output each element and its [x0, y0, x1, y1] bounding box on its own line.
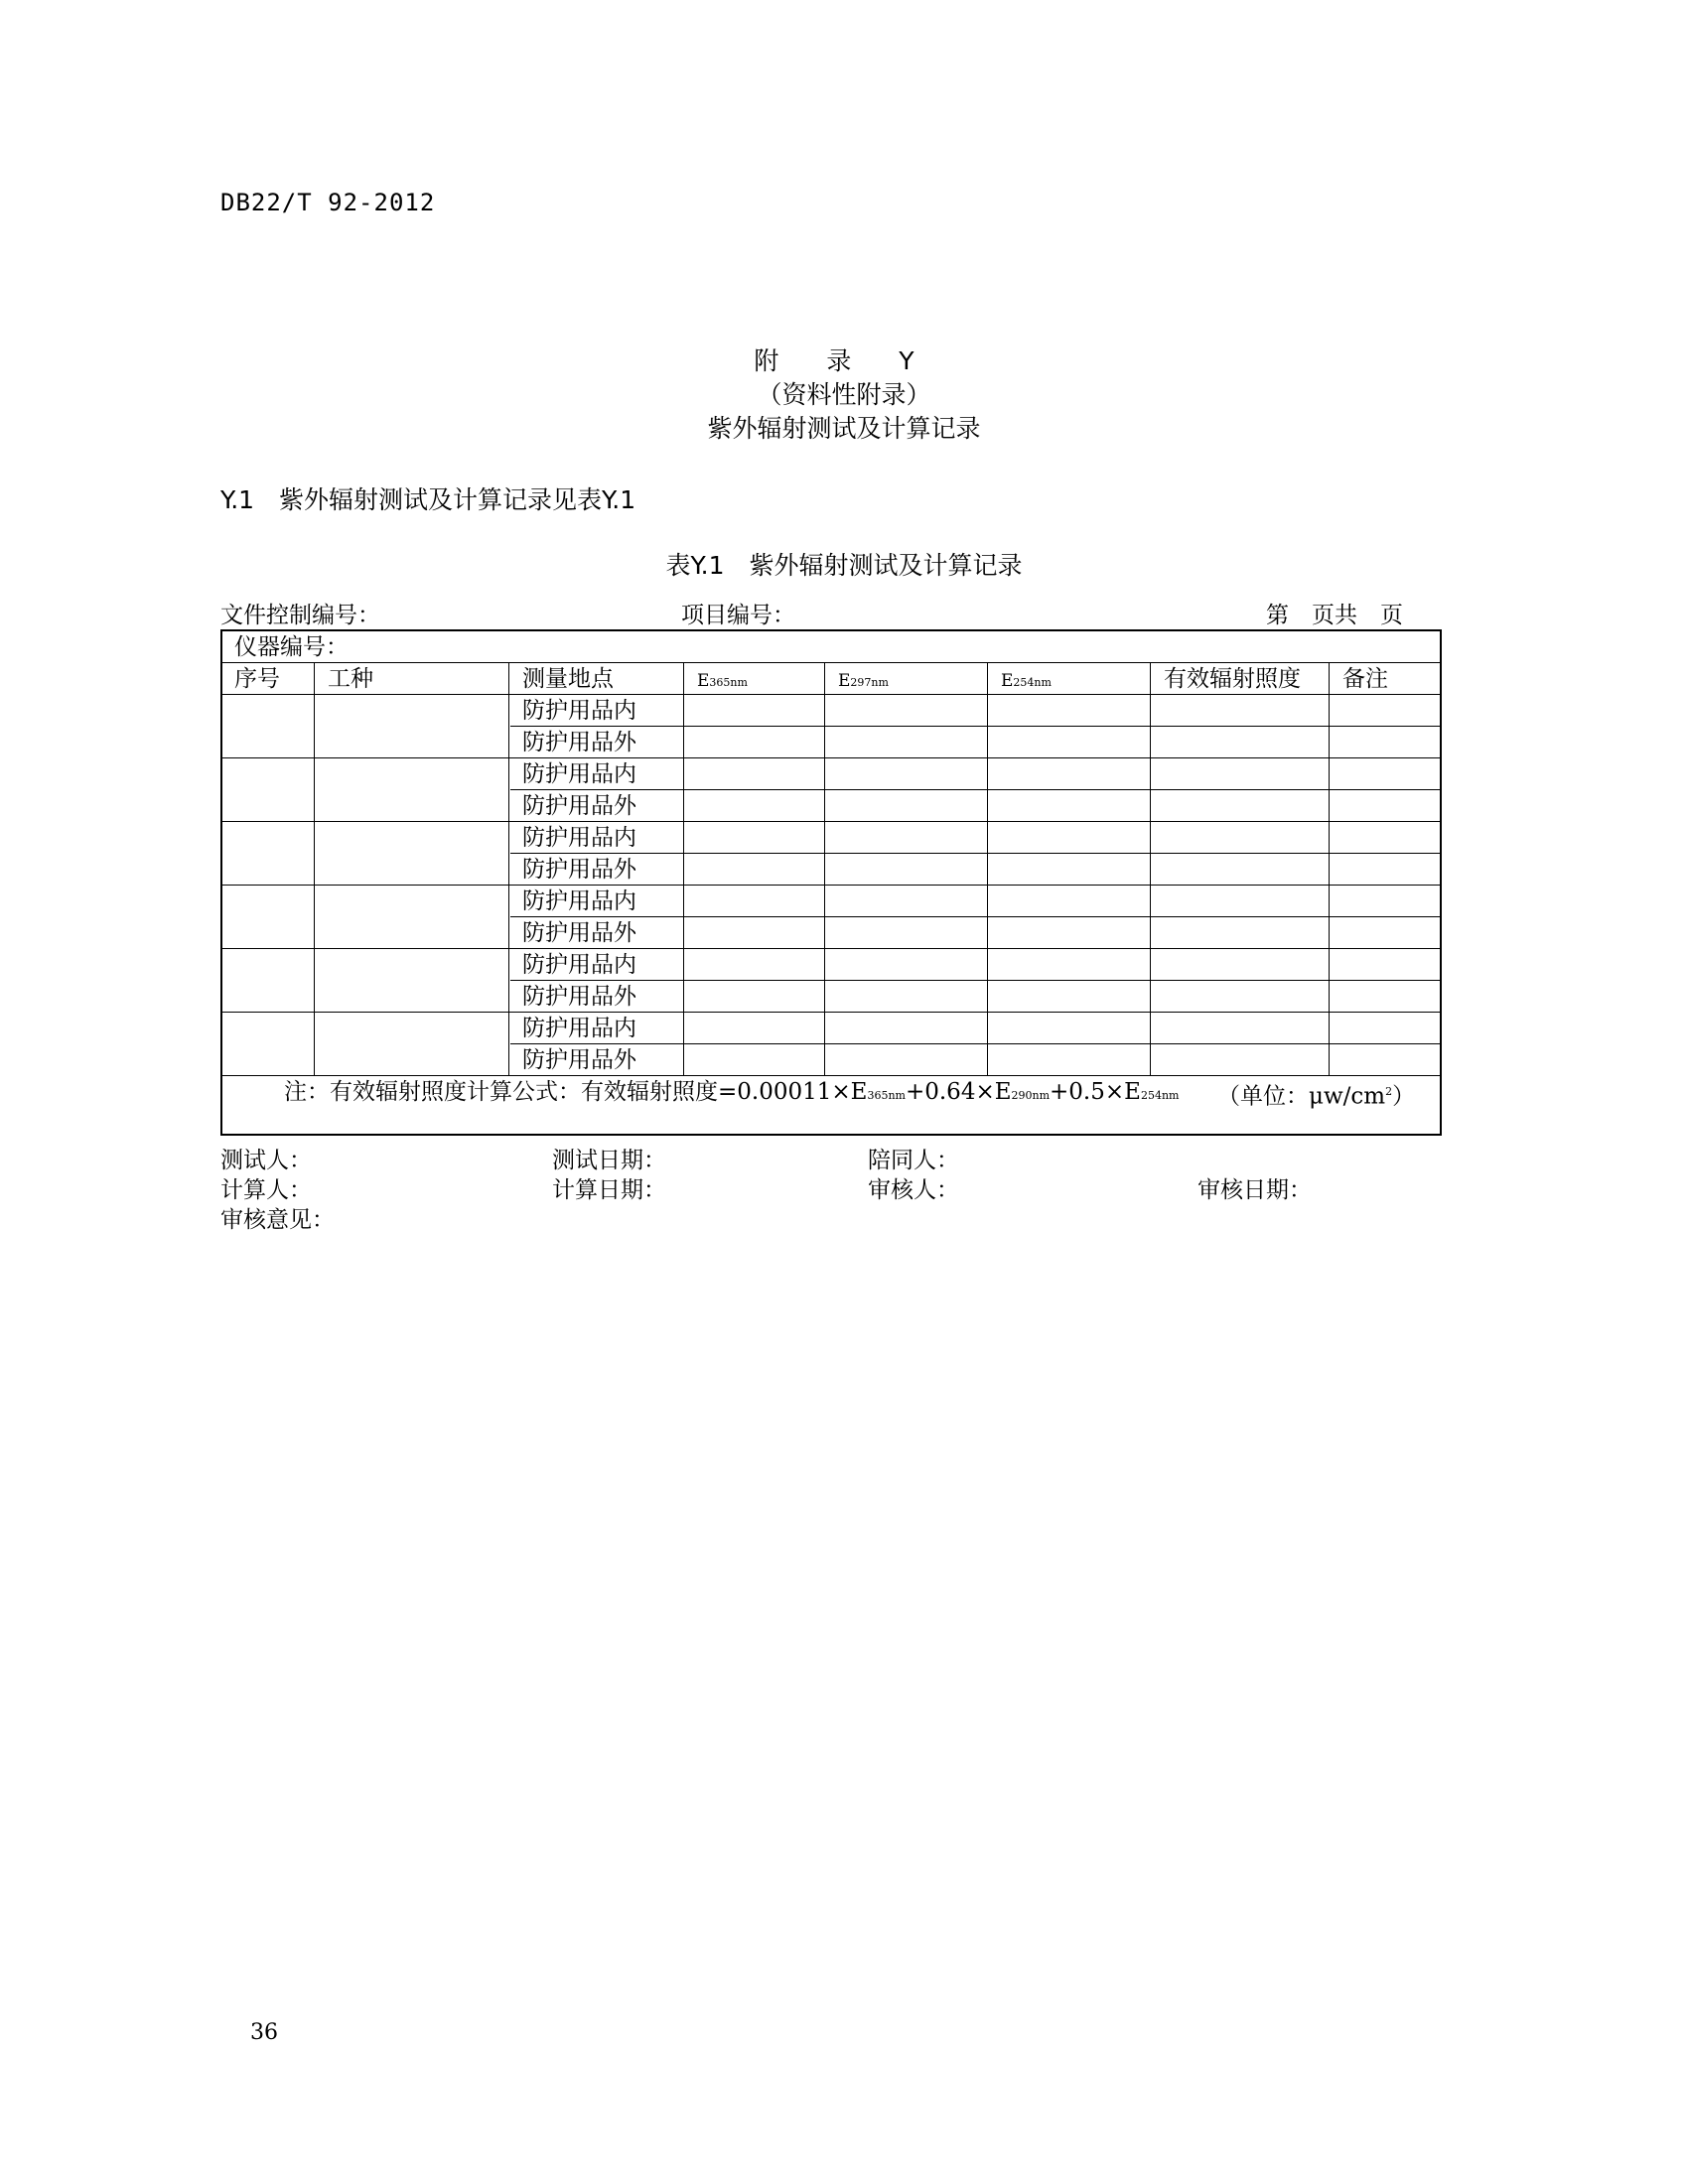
uv-record-table	[220, 629, 1442, 1136]
table-rule	[222, 948, 1440, 949]
location-cell: 防护用品外	[522, 984, 636, 1010]
unit-note-sup: 2	[1385, 1085, 1393, 1098]
table-divider	[314, 663, 315, 1076]
section-heading: Y.1 紫外辐射测试及计算记录见表Y.1	[220, 485, 636, 514]
appendix-label: 附 录 Y	[754, 346, 934, 375]
unit-note-prefix: （单位：μw/cm	[1217, 1083, 1386, 1110]
table-rule	[510, 726, 1440, 727]
table-divider	[1329, 663, 1330, 1076]
location-cell: 防护用品外	[522, 1047, 636, 1073]
location-cell: 防护用品内	[522, 698, 636, 724]
formula-note-sub-254: 254nm	[1140, 1089, 1180, 1102]
table-rule	[222, 821, 1440, 822]
header-e365-base: E	[697, 671, 710, 691]
location-cell: 防护用品外	[522, 857, 636, 883]
formula-note	[272, 1076, 1179, 1108]
doc-control-number-label: 文件控制编号：	[220, 603, 380, 628]
header-e254-sub: 254nm	[1013, 676, 1052, 689]
formula-note-sub-365: 365nm	[867, 1089, 906, 1102]
location-cell: 防护用品内	[522, 761, 636, 787]
location-cell: 防护用品内	[522, 952, 636, 978]
table-rule	[222, 694, 1440, 695]
table-rule	[222, 1012, 1440, 1013]
project-number-label: 项目编号：	[681, 603, 795, 628]
table-rule	[222, 885, 1440, 886]
unit-note	[1205, 1076, 1415, 1108]
table-caption: 表Y.1 紫外辐射测试及计算记录	[665, 551, 1023, 580]
location-cell: 防护用品内	[522, 888, 636, 914]
table-rule	[222, 662, 1440, 663]
table-rule	[510, 1043, 1440, 1044]
header-e297-base: E	[838, 671, 851, 691]
header-e254	[989, 663, 1052, 695]
unit-note-suffix: ）	[1392, 1083, 1416, 1110]
header-effective-irradiance: 有效辐射照度	[1164, 666, 1301, 692]
table-divider	[987, 663, 988, 1076]
location-cell: 防护用品外	[522, 793, 636, 819]
table-divider	[824, 663, 825, 1076]
table-divider	[683, 663, 684, 1076]
review-opinion-label: 审核意见：	[220, 1207, 335, 1233]
table-divider	[508, 663, 509, 1076]
appendix-title: 紫外辐射测试及计算记录	[707, 414, 981, 443]
header-e297	[826, 663, 889, 695]
header-e365	[685, 663, 748, 695]
review-date-label: 审核日期：	[1197, 1177, 1312, 1203]
header-e254-base: E	[1001, 671, 1014, 691]
location-cell: 防护用品内	[522, 1016, 636, 1041]
test-date-label: 测试日期：	[552, 1148, 666, 1173]
header-e297-sub: 297nm	[850, 676, 889, 689]
table-rule	[222, 1075, 1440, 1076]
location-cell: 防护用品外	[522, 920, 636, 946]
table-rule	[510, 789, 1440, 790]
header-e365-sub: 365nm	[709, 676, 748, 689]
page-number: 36	[250, 2020, 278, 2045]
formula-note-mid-2: +0.5×E	[1050, 1079, 1141, 1105]
header-location: 测量地点	[522, 666, 614, 692]
formula-note-sub-290: 290nm	[1011, 1089, 1051, 1102]
page-count-label: 第 页共 页	[1266, 603, 1403, 628]
appendix-type: （资料性附录）	[757, 380, 931, 409]
instrument-number-label: 仪器编号：	[234, 634, 349, 660]
document-code: DB22/T 92-2012	[220, 189, 436, 216]
location-cell: 防护用品外	[522, 730, 636, 755]
table-rule	[510, 853, 1440, 854]
table-rule	[222, 757, 1440, 758]
calc-date-label: 计算日期：	[552, 1177, 666, 1203]
table-rule	[510, 980, 1440, 981]
header-job-type: 工种	[328, 666, 373, 692]
reviewer-label: 审核人：	[868, 1177, 959, 1203]
calculator-label: 计算人：	[220, 1177, 312, 1203]
table-divider	[1150, 663, 1151, 1076]
header-seq: 序号	[234, 666, 280, 692]
companion-label: 陪同人：	[868, 1148, 959, 1173]
tester-label: 测试人：	[220, 1148, 312, 1173]
formula-note-prefix: 注：有效辐射照度计算公式：有效辐射照度=0.00011×E	[284, 1079, 868, 1105]
header-remark: 备注	[1342, 666, 1388, 692]
formula-note-mid-1: +0.64×E	[905, 1079, 1012, 1105]
table-rule	[510, 916, 1440, 917]
location-cell: 防护用品内	[522, 825, 636, 851]
